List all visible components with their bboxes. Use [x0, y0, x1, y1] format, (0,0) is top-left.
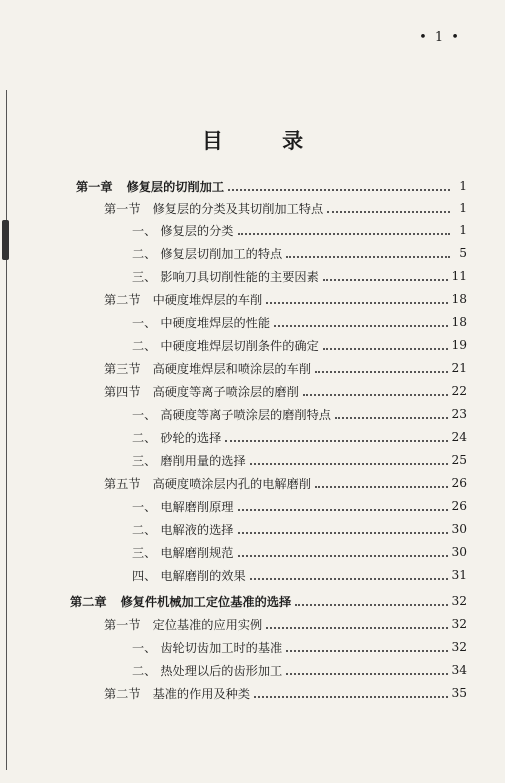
entry-page: 31 [451, 568, 467, 582]
dot-leader [238, 508, 449, 511]
entry-title: 砂轮的选择 [160, 430, 222, 445]
entry-title: 高硬度堆焊层和喷涂层的车削 [152, 361, 311, 376]
entry-page: 21 [451, 361, 467, 375]
entry-title: 电解磨削的效果 [160, 568, 246, 583]
toc-entry[interactable] [0, 682, 505, 704]
entry-number: 一、 [132, 407, 157, 422]
entry-number: 二、 [132, 246, 157, 261]
entry-number: 二、 [132, 663, 157, 678]
entry-page: 1 [459, 179, 467, 193]
toc-entry[interactable] [0, 659, 505, 681]
dot-leader [286, 255, 450, 258]
dot-leader [295, 603, 448, 606]
toc-entry[interactable] [0, 403, 505, 425]
entry-number: 第五节 [104, 476, 141, 491]
entry-page: 32 [451, 640, 467, 654]
dot-leader [315, 370, 448, 373]
entry-title: 电解磨削规范 [160, 545, 234, 560]
dot-leader [228, 188, 450, 191]
entry-number: 第一节 [104, 617, 141, 632]
entry-title: 修复层的分类及其切削加工特点 [152, 201, 324, 216]
dot-leader [335, 416, 448, 419]
entry-page: 34 [451, 663, 467, 677]
toc-entry[interactable] [0, 334, 505, 356]
toc-entry[interactable] [0, 426, 505, 448]
toc-entry[interactable] [0, 357, 505, 379]
entry-title: 修复层切削加工的特点 [160, 246, 283, 261]
toc-entry[interactable] [0, 613, 505, 635]
entry-page: 32 [451, 617, 467, 631]
entry-number: 一、 [132, 315, 157, 330]
entry-title: 修复层的分类 [160, 223, 234, 238]
toc-entry[interactable] [0, 288, 505, 310]
toc-entry[interactable] [0, 495, 505, 517]
entry-title: 高硬度等离子喷涂层的磨削 [152, 384, 299, 399]
entry-number: 一、 [132, 640, 157, 655]
toc-entry[interactable] [0, 636, 505, 658]
entry-page: 11 [451, 269, 467, 283]
entry-number: 四、 [132, 568, 157, 583]
dot-leader [238, 232, 451, 235]
entry-title: 电解液的选择 [160, 522, 234, 537]
entry-page: 35 [451, 686, 467, 700]
entry-title: 中硬度堆焊层的性能 [160, 315, 271, 330]
entry-title: 中硬度堆焊层切削条件的确定 [160, 338, 319, 353]
toc-entry[interactable] [0, 472, 505, 494]
entry-number: 三、 [132, 269, 157, 284]
toc-entry[interactable] [0, 518, 505, 540]
entry-number: 第二章 [70, 594, 107, 609]
entry-title: 高硬度等离子喷涂层的磨削特点 [160, 407, 331, 422]
entry-page: 18 [451, 292, 467, 306]
dot-leader [238, 531, 449, 534]
entry-page: 25 [451, 453, 467, 467]
entry-page: 1 [459, 201, 467, 215]
dot-leader [266, 301, 448, 304]
entry-page: 1 [459, 223, 467, 237]
entry-page: 32 [451, 594, 467, 608]
dot-leader [315, 485, 448, 488]
dot-leader [303, 393, 449, 396]
toc-entry[interactable] [0, 311, 505, 333]
toc-entry[interactable] [0, 175, 505, 197]
toc-entry[interactable] [0, 541, 505, 563]
dot-leader [254, 695, 448, 698]
dot-leader [266, 626, 448, 629]
entry-number: 二、 [132, 522, 157, 537]
entry-page: 24 [451, 430, 467, 444]
entry-title: 修复件机械加工定位基准的选择 [120, 594, 292, 609]
entry-title: 中硬度堆焊层的车削 [152, 292, 263, 307]
toc-entry[interactable] [0, 265, 505, 287]
dot-leader [250, 577, 449, 580]
dot-leader [238, 554, 449, 557]
page-number: • 1 • [419, 30, 461, 45]
toc-entry[interactable] [0, 564, 505, 586]
toc-entry[interactable] [0, 380, 505, 402]
entry-number: 三、 [132, 453, 157, 468]
entry-title: 影响刀具切削性能的主要因素 [160, 269, 319, 284]
entry-page: 22 [451, 384, 467, 398]
entry-title: 基准的作用及种类 [152, 686, 251, 701]
entry-page: 19 [451, 338, 467, 352]
entry-title: 齿轮切齿加工时的基准 [160, 640, 283, 655]
entry-title: 磨削用量的选择 [160, 453, 246, 468]
entry-page: 26 [451, 476, 467, 490]
toc-entry[interactable] [0, 197, 505, 219]
entry-number: 一、 [132, 499, 157, 514]
entry-number: 第二节 [104, 292, 141, 307]
dot-leader [250, 462, 449, 465]
entry-title: 电解磨削原理 [160, 499, 234, 514]
dot-leader [274, 324, 448, 327]
entry-page: 26 [451, 499, 467, 513]
dot-leader [286, 672, 448, 675]
entry-number: 第二节 [104, 686, 141, 701]
dot-leader [323, 278, 449, 281]
entry-number: 第一章 [76, 179, 113, 194]
dot-leader [327, 210, 450, 213]
entry-page: 30 [451, 522, 467, 536]
entry-number: 第一节 [104, 201, 141, 216]
entry-number: 第三节 [104, 361, 141, 376]
toc-entry[interactable] [0, 449, 505, 471]
entry-page: 5 [459, 246, 467, 260]
toc-entry[interactable] [0, 242, 505, 264]
entry-page: 18 [451, 315, 467, 329]
dot-leader [225, 439, 448, 442]
dot-leader [286, 649, 448, 652]
entry-number: 第四节 [104, 384, 141, 399]
entry-number: 一、 [132, 223, 157, 238]
entry-title: 高硬度喷涂层内孔的电解磨削 [152, 476, 311, 491]
entry-title: 定位基准的应用实例 [152, 617, 263, 632]
entry-title: 热处理以后的齿形加工 [160, 663, 283, 678]
entry-number: 二、 [132, 338, 157, 353]
dot-leader [323, 347, 449, 350]
entry-title: 修复层的切削加工 [126, 179, 225, 194]
entry-page: 23 [451, 407, 467, 421]
toc-entry[interactable] [0, 590, 505, 612]
toc-entry[interactable] [0, 219, 505, 241]
entry-number: 三、 [132, 545, 157, 560]
entry-number: 二、 [132, 430, 157, 445]
page-title: 目 录 [201, 128, 330, 153]
entry-page: 30 [451, 545, 467, 559]
